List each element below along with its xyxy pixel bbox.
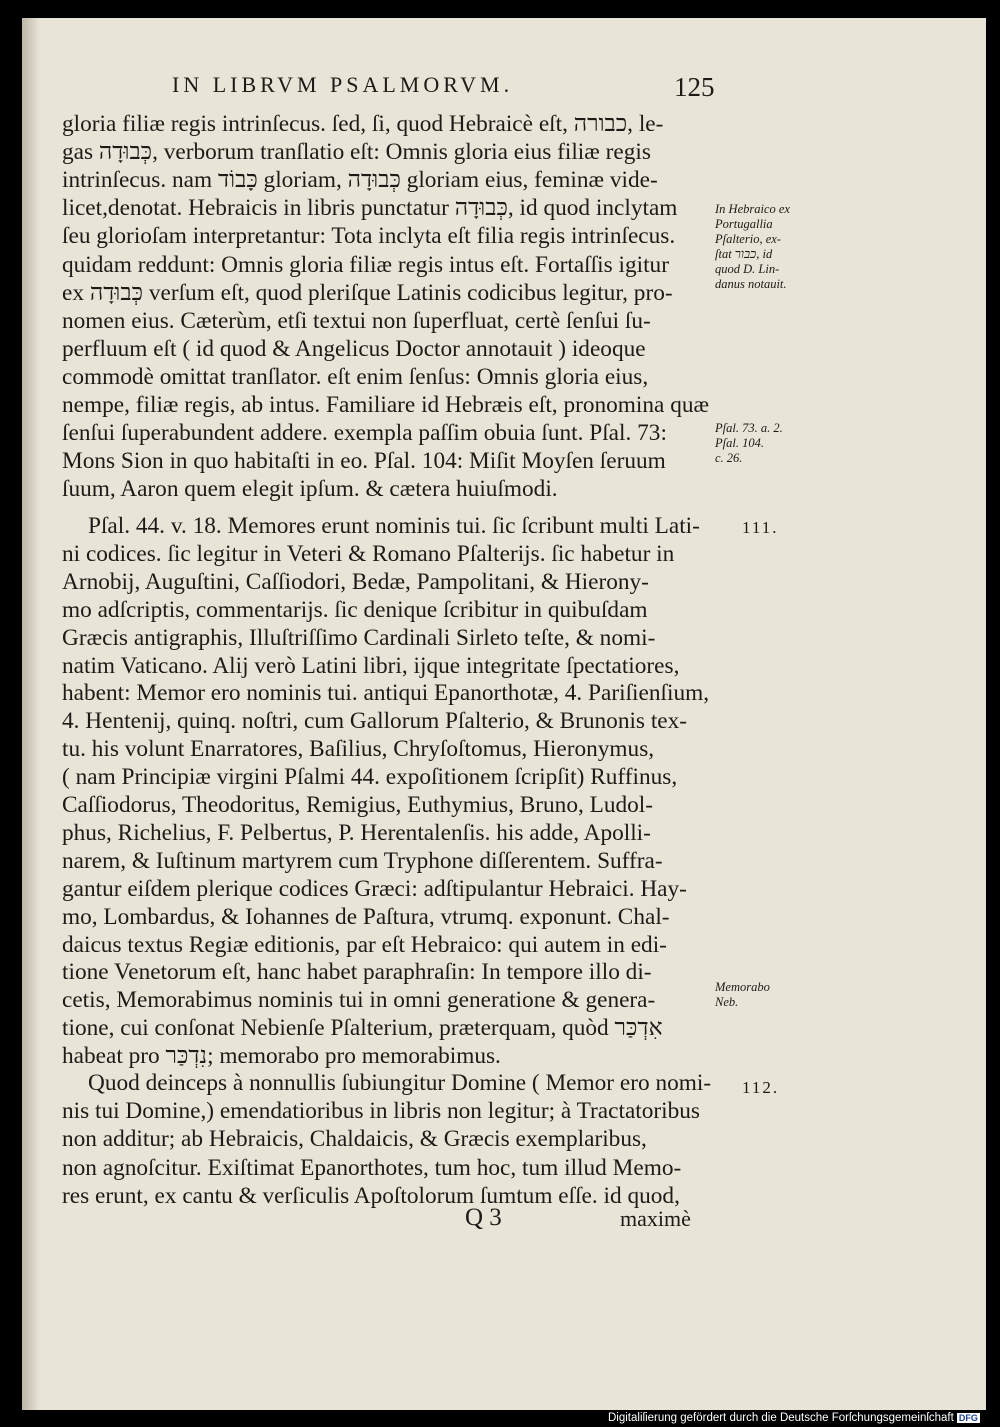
text-line: nomen eius. Cæterùm, etſi textui non ſuperfluat, certè ſenſui ſu-: [62, 307, 651, 334]
margin-note-line: quod D. Lin-: [715, 262, 780, 276]
text-line: gas כְּבוּדָה, verborum tranſlatio eſt: Omnis gloria eius filiæ regis: [62, 139, 651, 166]
text-line: narem, & Iuſtinum martyrem cum Tryphone diſſerentem. Suffra-: [62, 847, 663, 874]
text-line: mo adſcriptis, commentarijs. ſic denique ſcribitur in quibuſdam: [62, 596, 648, 623]
text-line: tione, cui conſonat Nebienſe Pſalterium, præterquam, quòd אִדְכַּר: [62, 1015, 663, 1042]
text-line: Quod deinceps à nonnullis ſubiungitur Domine ( Memor ero nomi-: [88, 1070, 712, 1096]
text-line: nis tui Domine,) emendatioribus in libris non legitur; à Tractatoribus: [62, 1098, 701, 1125]
dfg-logo: DFG: [958, 1413, 978, 1423]
text-line: Græcis antigraphis, Illuſtriſſimo Cardinali Sirleto teſte, & nomi-: [62, 624, 656, 651]
text-line: mo, Lombardus, & Iohannes de Paſtura, vtrumq. exponunt. Chal-: [62, 903, 670, 930]
text-line: res erunt, ex cantu & verſiculis Apoſtolorum ſumtum eſſe. id quod,: [62, 1182, 680, 1209]
text-line: non additur; ab Hebraicis, Chaldaicis, & Græcis exemplaribus,: [62, 1126, 647, 1153]
text-line: gloria filiæ regis intrinſecus. ſed, ſi, quod Hebraicè eſt, כבורה, le-: [62, 111, 664, 137]
text-line: cetis, Memorabimus nominis tui in omni generatione & genera-: [62, 987, 656, 1014]
running-header: IN LIBRVM PSALMORVM.: [172, 72, 514, 97]
margin-note-line: c. 26.: [715, 451, 743, 465]
text-line: licet,denotat. Hebraicis in libris punctatur כְּבוּדָה, id quod inclytam: [62, 195, 678, 222]
margin-note-line: In Hebraico ex: [715, 202, 790, 216]
margin-note-memorabo: [715, 980, 770, 1010]
page-gutter-shadow: [22, 18, 40, 1410]
margin-note-line: Neb.: [715, 995, 739, 1009]
section-number-111: 111.: [742, 518, 779, 537]
margin-note-line: Pſalterio, ex-: [715, 232, 781, 246]
text-line: commodè omittat tranſlator. eſt enim ſenſus: Omnis gloria eius,: [62, 363, 649, 390]
text-line: non agnoſcitur. Exiſtimat Epanorthotes, tum hoc, tum illud Memo-: [62, 1154, 682, 1181]
margin-note-line: Pſal. 73. a. 2.: [715, 421, 783, 435]
catchword: maximè: [620, 1206, 691, 1231]
text-line: Mons Sion in quo habitaſti in eo. Pſal. 104: Miſit Moyſen ſeruum: [62, 448, 666, 475]
margin-note-line: Pſal. 104.: [715, 436, 764, 450]
text-line: habeat pro נִדְכַּר; memorabo pro memorabimus.: [62, 1043, 501, 1070]
text-line: ni codices. ſic legitur in Veteri & Romano Pſalterijs. ſic habetur in: [62, 540, 675, 567]
text-line: ſenſui ſuperabundent addere. exempla paſſim obuia ſunt. Pſal. 73:: [62, 420, 667, 447]
text-line: gantur eiſdem plerique codices Græci: adſtipulantur Hebraici. Hay-: [62, 875, 687, 902]
text-line: natim Vaticano. Alij verò Latini libri, ijque integritate ſpectatiores,: [62, 652, 680, 679]
text-line: phus, Richelius, F. Pelbertus, P. Herentalenſis. his adde, Apolli-: [62, 819, 651, 846]
text-line: quidam reddunt: Omnis gloria filiæ regis intus eſt. Fortaſſis igitur: [62, 251, 669, 278]
text-line: 4. Hentenij, quinq. noſtri, cum Gallorum Pſalterio, & Brunonis tex-: [62, 708, 688, 735]
text-line: ex כְּבוּדָה verſum eſt, quod pleriſque Latinis codicibus legitur, pro-: [62, 279, 673, 306]
margin-note-line: Portugallia: [715, 217, 773, 231]
signature-mark: Q 3: [465, 1204, 502, 1231]
text-line: nempe, filiæ regis, ab intus. Familiare id Hebræis eſt, pronomina quæ: [62, 392, 710, 418]
margin-note-line: ſtat כבור, id: [715, 247, 773, 261]
digitization-footer: [608, 1412, 980, 1424]
margin-note-psal-references: [715, 421, 783, 466]
text-line: Pſal. 44. v. 18. Memores erunt nominis tui. ſic ſcribunt multi Lati-: [88, 513, 700, 539]
text-line: ( nam Principiæ virgini Pſalmi 44. expoſitionem ſcripſit) Ruffinus,: [62, 764, 678, 791]
section-number-112: 112.: [742, 1078, 780, 1097]
text-line: Arnobij, Auguſtini, Caſſiodori, Bedæ, Pampolitani, & Hierony-: [62, 568, 649, 595]
margin-note-line: Memorabo: [715, 980, 770, 994]
text-line: tu. his volunt Enarratores, Baſilius, Chryſoſtomus, Hieronymus,: [62, 736, 655, 763]
text-line: Caſſiodorus, Theodoritus, Remigius, Euthymius, Bruno, Ludol-: [62, 792, 654, 818]
page-number: 125: [674, 72, 715, 102]
text-line: habent: Memor ero nominis tui. antiqui Epanorthotæ, 4. Pariſienſium,: [62, 680, 710, 707]
margin-note-line: danus notauit.: [715, 277, 787, 291]
text-line: ſuum, Aaron quem elegit ipſum. & cætera huiuſmodi.: [62, 476, 558, 503]
margin-note-hebraico: [715, 202, 790, 292]
text-line: intrinſecus. nam כָּבוֹד gloriam, כְּבוּדָה gloriam eius, feminæ vide-: [62, 167, 658, 194]
footer-text: Digitaliſierung gefördert durch die Deutsche Forſchungsgemeinſchaft: [608, 1412, 954, 1424]
text-line: daicus textus Regiæ editionis, par eſt Hebraico: qui autem in edi-: [62, 931, 667, 958]
text-line: ſeu glorioſam interpretantur: Tota inclyta eſt filia regis intrinſecus.: [62, 223, 676, 250]
text-line: perfluum eſt ( id quod & Angelicus Doctor annotauit ) ideoque: [62, 335, 646, 362]
book-page: [22, 18, 986, 1410]
text-line: tione Venetorum eſt, hanc habet paraphraſin: In tempore illo di-: [62, 959, 652, 986]
